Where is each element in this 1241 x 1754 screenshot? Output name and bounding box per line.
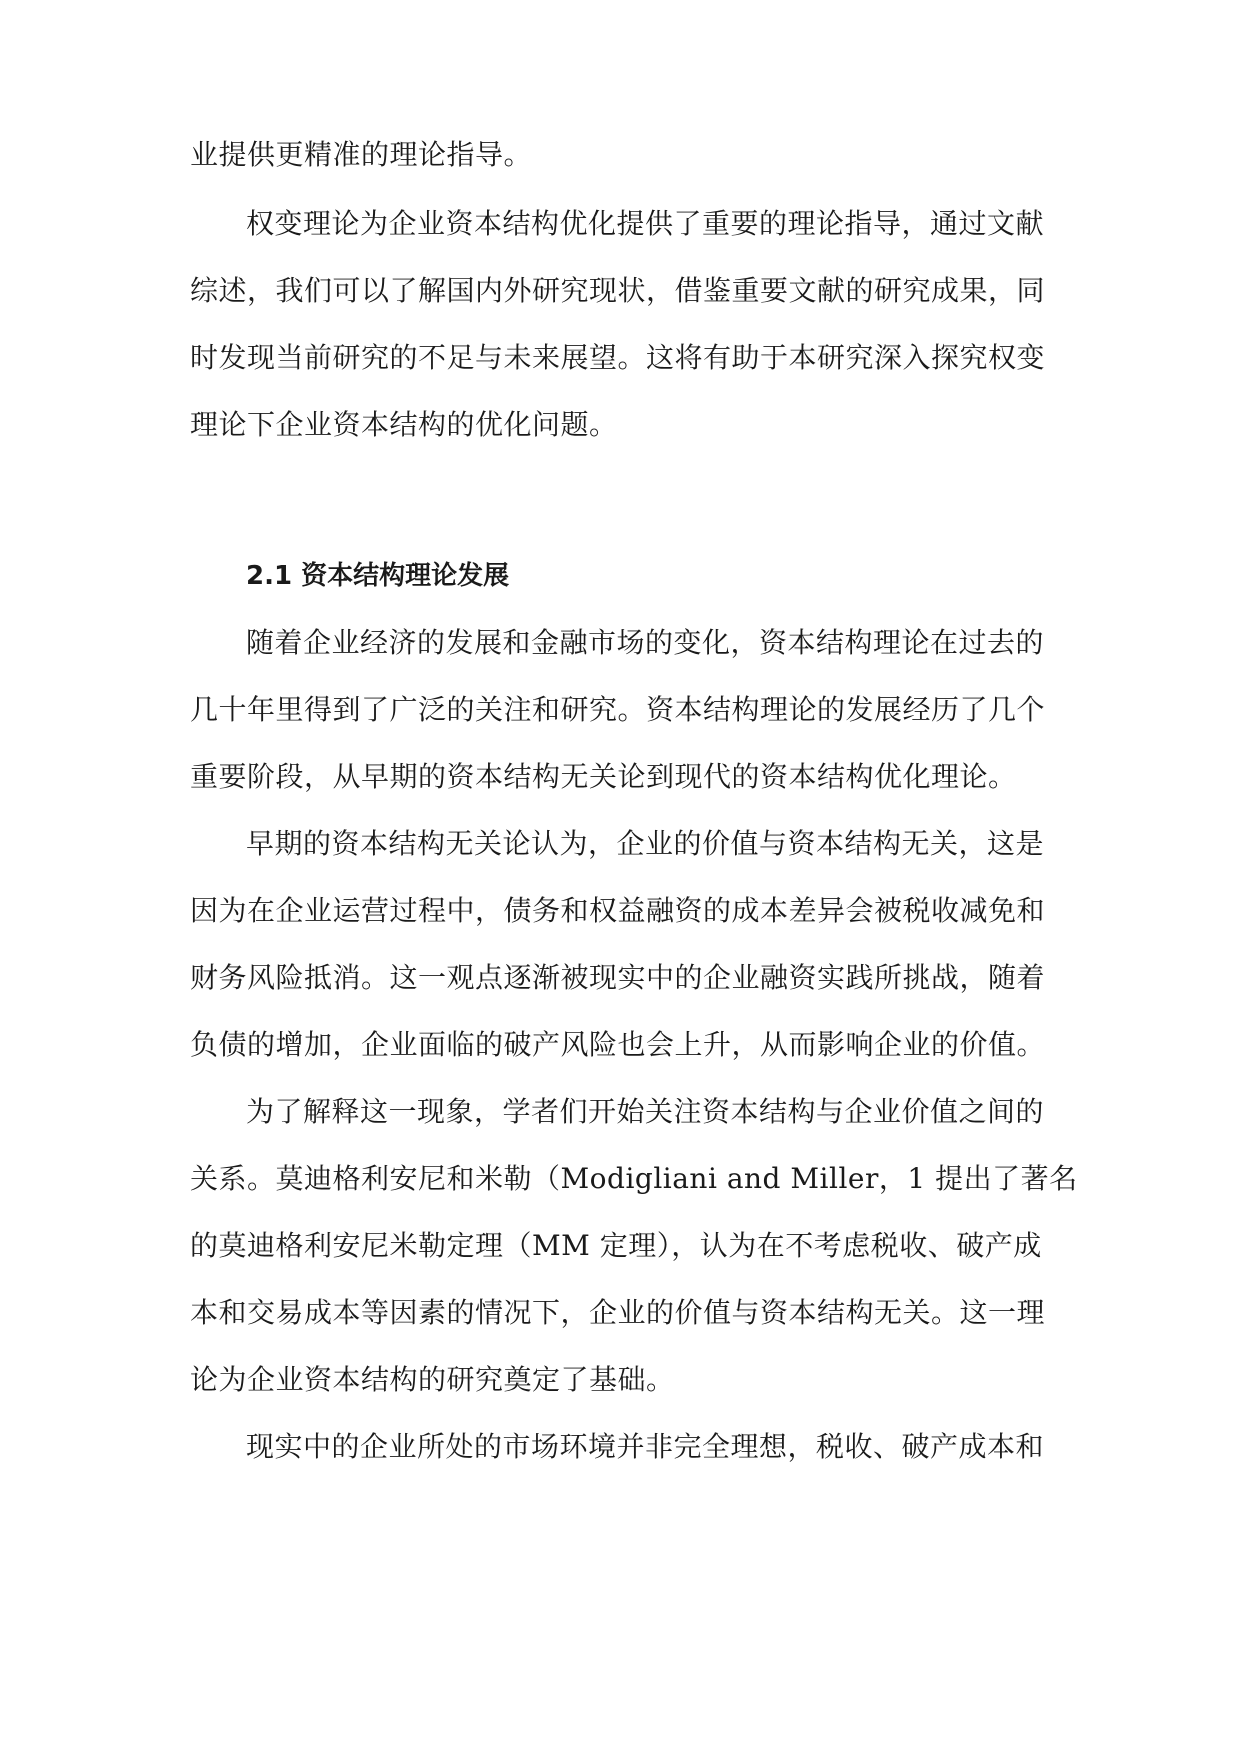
paragraph-line: 重要阶段，从早期的资本结构无关论到现代的资本结构优化理论。 <box>190 760 1017 793</box>
paragraph-line: 为了解释这一现象，学者们开始关注资本结构与企业价值之间的 <box>246 1095 1045 1128</box>
paragraph-line: 因为在企业运营过程中，债务和权益融资的成本差异会被税收减免和 <box>190 894 1046 927</box>
paragraph-line: 现实中的企业所处的市场环境并非完全理想，税收、破产成本和 <box>246 1430 1045 1463</box>
paragraph-line: 随着企业经济的发展和金融市场的变化，资本结构理论在过去的 <box>246 626 1045 659</box>
paragraph-line: 的莫迪格利安尼米勒定理（MM 定理），认为在不考虑税收、破产成 <box>190 1229 1042 1262</box>
paragraph-line: 理论下企业资本结构的优化问题。 <box>190 408 618 441</box>
paragraph-line: 业提供更精准的理论指导。 <box>190 138 533 171</box>
paragraph-line: 关系。莫迪格利安尼和米勒（Modigliani and Miller，1 提出了著名 <box>190 1162 1078 1195</box>
paragraph-line: 早期的资本结构无关论认为，企业的价值与资本结构无关，这是 <box>246 827 1045 860</box>
paragraph-line: 负债的增加，企业面临的破产风险也会上升，从而影响企业的价值。 <box>190 1028 1046 1061</box>
paragraph-line: 时发现当前研究的不足与未来展望。这将有助于本研究深入探究权变 <box>190 341 1046 374</box>
paragraph-line: 几十年里得到了广泛的关注和研究。资本结构理论的发展经历了几个 <box>190 693 1046 726</box>
paragraph-line: 论为企业资本结构的研究奠定了基础。 <box>190 1363 675 1396</box>
paragraph-line: 本和交易成本等因素的情况下，企业的价值与资本结构无关。这一理 <box>190 1296 1046 1329</box>
paragraph-line: 财务风险抵消。这一观点逐渐被现实中的企业融资实践所挑战，随着 <box>190 961 1046 994</box>
section-heading: 2.1 资本结构理论发展 <box>246 561 510 591</box>
paragraph-line: 综述，我们可以了解国内外研究现状，借鉴重要文献的研究成果，同 <box>190 274 1046 307</box>
paragraph-line: 权变理论为企业资本结构优化提供了重要的理论指导，通过文献 <box>246 207 1045 240</box>
